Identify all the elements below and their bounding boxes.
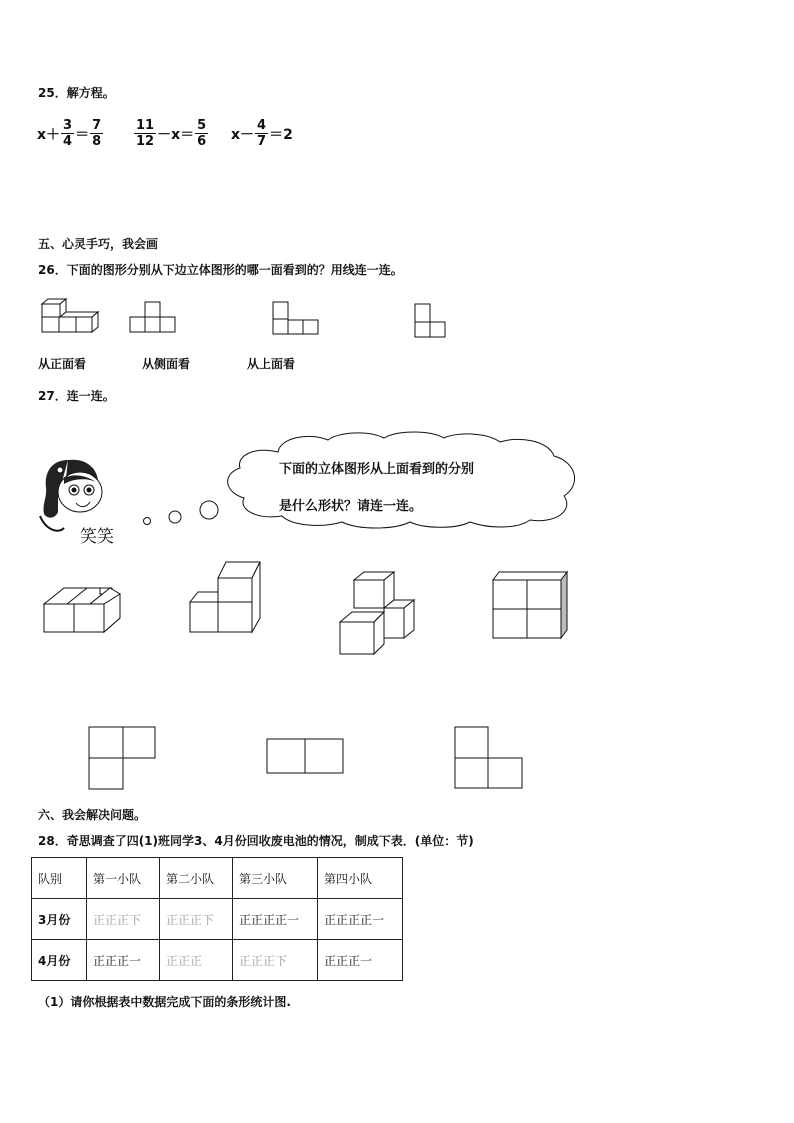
battery-table [31,857,403,981]
top-view-a [87,725,159,791]
eq2-num-a: 11 [136,118,155,133]
eq1-den-a: 4 [63,134,73,149]
eq2-den-a: 12 [136,134,155,149]
tally-cell: 正正正下 [160,899,233,940]
q26-label-side: 从侧面看 [142,357,191,371]
header-cell: 队别 [32,858,87,899]
eq2-fraction-b [195,118,208,149]
q28-title: 28．奇思调查了四(1)班同学3、4月份回收废电池的情况，制成下表．(单位：节) [38,834,474,848]
tally-cell: 正正正正一 [233,899,318,940]
bubble-line-2: 是什么形状？请连一连。 [279,499,423,514]
eq3-post: ＝2 [269,126,293,143]
equation-2 [134,118,208,149]
solid-2 [188,560,266,635]
tally-cell: 正正正 [160,940,233,981]
eq1-prefix: x＋ [37,126,61,143]
top-view-c [453,725,527,791]
q26-view-a [128,298,178,338]
section5-title: 五、心灵手巧，我会画 [38,237,159,251]
eq1-fraction-a [61,118,74,149]
solid-1 [42,578,124,636]
thought-dots [135,495,225,535]
equation-3 [231,118,293,149]
eq3-prefix: x－ [231,126,255,143]
section6-title: 六、我会解决问题。 [38,808,147,822]
tally-cell: 正正正正一 [318,899,403,940]
bubble-line-1: 下面的立体图形从上面看到的分别 [279,462,475,477]
solid-4 [491,570,571,642]
eq3-fraction [255,118,268,149]
q26-title: 26．下面的图形分别从下边立体图形的哪一面看到的？用线连一连。 [38,263,403,277]
q26-view-b [271,300,321,340]
header-cell: 第四小队 [318,858,403,899]
q26-view-c [413,302,453,342]
tally-cell: 正正正下 [87,899,160,940]
eq3-den: 7 [257,134,267,149]
eq1-num-a: 3 [63,118,73,133]
eq2-mid: －x＝ [157,126,195,143]
header-cell: 第三小队 [233,858,318,899]
q28-sub1: （1）请你根据表中数据完成下面的条形统计图. [38,995,291,1009]
eq2-den-b: 6 [197,134,207,149]
top-view-b [265,737,349,777]
q26-label-top: 从上面看 [247,357,296,371]
row-label: 4月份 [32,940,87,981]
header-cell: 第一小队 [87,858,160,899]
q25-title: 25．解方程。 [38,86,115,100]
q27-title: 27．连一连。 [38,389,115,403]
tally-cell: 正正正一 [318,940,403,981]
q26-solid-figure [38,295,103,335]
header-cell: 第二小队 [160,858,233,899]
eq1-den-b: 8 [92,134,102,149]
thought-cloud [218,430,588,530]
tally-cell: 正正正下 [233,940,318,981]
row-label: 3月份 [32,899,87,940]
eq1-equals: ＝ [75,126,90,143]
girl-name-label: 笑笑 [80,527,114,547]
q26-label-front: 从正面看 [38,357,87,371]
eq3-num: 4 [257,118,267,133]
eq1-fraction-b [90,118,103,149]
eq1-num-b: 7 [92,118,102,133]
eq2-fraction-a [134,118,156,149]
solid-3 [338,570,420,658]
table-row [32,940,403,981]
eq2-num-b: 5 [197,118,207,133]
table-header-row [32,858,403,899]
tally-cell: 正正正一 [87,940,160,981]
table-row [32,899,403,940]
equation-1 [37,118,103,149]
